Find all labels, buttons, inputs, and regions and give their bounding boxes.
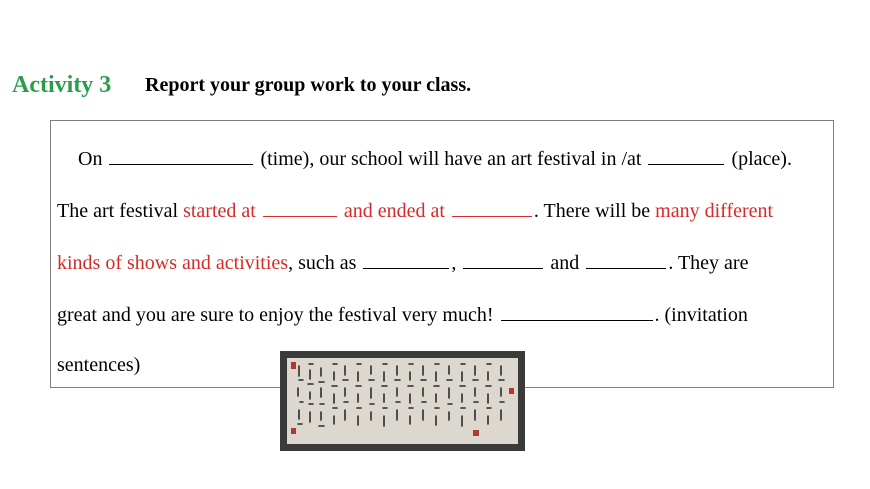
activity-blank-1[interactable] xyxy=(363,250,449,269)
activity-label: Activity 3 xyxy=(12,72,112,98)
highlight-text: kinds of shows and activities xyxy=(57,252,289,274)
text-segment: On xyxy=(78,148,103,170)
invitation-blank[interactable] xyxy=(501,302,653,321)
paragraph-line-4 xyxy=(57,302,748,327)
text-segment: sentences) xyxy=(57,354,141,376)
text-segment: (place). xyxy=(731,148,792,170)
text-segment: great and you are sure to enjoy the festival very much! xyxy=(57,304,494,326)
paragraph-line-5 xyxy=(57,354,140,377)
text-segment: The art festival xyxy=(57,200,179,222)
text-segment: and xyxy=(550,252,580,274)
text-segment: (time), our school will have an art festival in /at xyxy=(260,148,642,170)
time-blank[interactable] xyxy=(109,146,253,165)
place-blank[interactable] xyxy=(648,146,724,165)
end-blank[interactable] xyxy=(452,198,532,217)
paragraph-line-2 xyxy=(57,198,773,223)
text-segment: . There will be xyxy=(533,200,651,222)
activity-blank-2[interactable] xyxy=(463,250,543,269)
paragraph-line-3 xyxy=(57,250,748,275)
start-blank[interactable] xyxy=(263,198,337,217)
highlight-text: started at xyxy=(183,200,256,222)
paragraph-line-1 xyxy=(78,146,792,171)
activity-blank-3[interactable] xyxy=(586,250,666,269)
text-segment: , xyxy=(451,252,457,274)
calligraphy-scroll-picture xyxy=(287,358,518,444)
text-segment: . (invitation xyxy=(654,304,748,326)
highlight-text: many different xyxy=(655,200,774,222)
instruction-text: Report your group work to your class. xyxy=(145,74,472,96)
text-segment: . They are xyxy=(668,252,749,274)
calligraphy-image xyxy=(280,351,525,451)
highlight-text: and ended at xyxy=(343,200,445,222)
calligraphy-graphic xyxy=(287,358,518,444)
text-segment: , such as xyxy=(288,252,357,274)
